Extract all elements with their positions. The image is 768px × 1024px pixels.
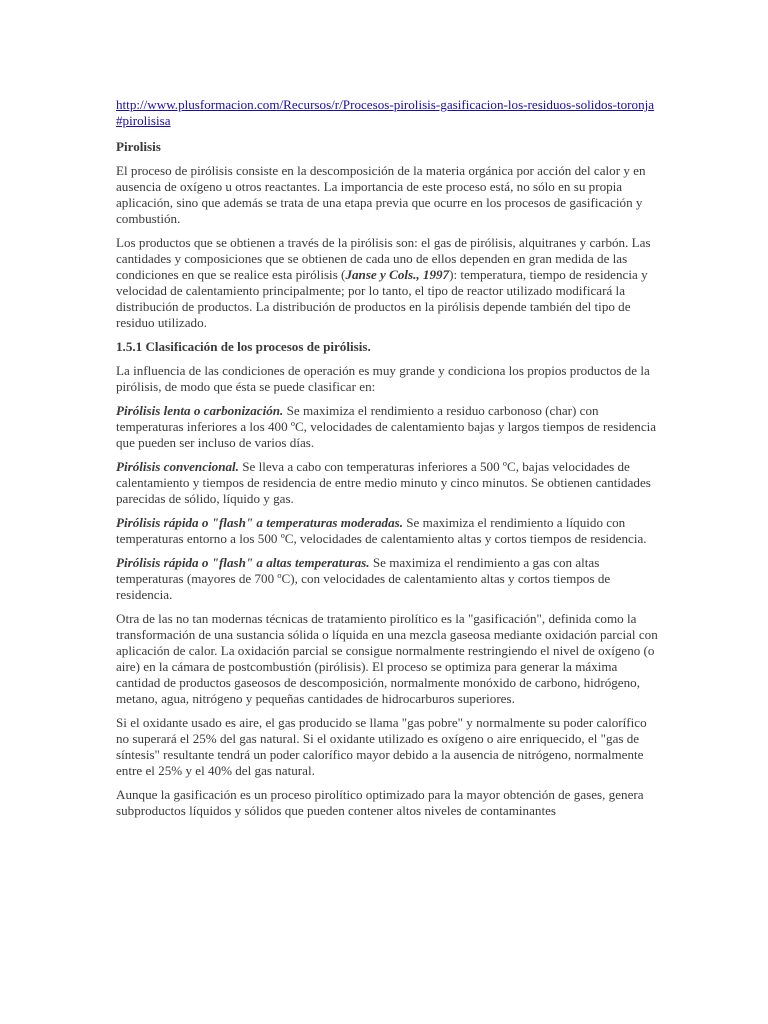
classification-item-flash-moderate	[116, 515, 658, 547]
paragraph-classification: La influencia de las condiciones de operación es muy grande y condiciona los propios productos de la pirólisis, de modo que ésta se puede clasificar en:	[116, 363, 650, 394]
classification-item-flash-high	[116, 555, 658, 603]
paragraph-products-text-b: ): temperatura, tiempo de residencia y velocidad de calentamiento principalmente; por lo tanto, el tipo de reactor utilizado modificará la distribución de productos. La distribución de productos en la pirólisis depende también del tipo de residuo utilizado.	[116, 267, 648, 330]
classification-text: Se maximiza el rendimiento a residuo carbonoso (char) con temperaturas inferiores a los 400 ºC, velocidades de calentamiento bajas y largos tiempos de residencia que pueden ser incluso de varios días.	[116, 403, 657, 450]
paragraph-intro: El proceso de pirólisis consiste en la descomposición de la materia orgánica por acción del calor y en ausencia de oxígeno u otros reactantes. La importancia de este proceso está, no sólo en su propia aplicación, sino que además se trata de una etapa previa que ocurre en los procesos de gasificación y combustión.	[116, 163, 646, 226]
classification-item-conventional	[116, 459, 658, 507]
paragraph-byproducts: Aunque la gasificación es un proceso pirolítico optimizado para la mayor obtención de gases, genera subproductos líquidos y sólidos que pueden contener altos niveles de contaminantes	[116, 787, 644, 818]
classification-term: Pirólisis rápida o "flash" a altas temperaturas.	[116, 555, 370, 570]
classification-term: Pirólisis rápida o "flash" a temperaturas moderadas.	[116, 515, 403, 530]
paragraph-products	[116, 235, 658, 331]
classification-text: Se maximiza el rendimiento a líquido con temperaturas entorno a los 500 ºC, velocidades de calentamiento altas y cortos tiempos de residencia.	[116, 515, 647, 546]
paragraph-oxidant: Si el oxidante usado es aire, el gas producido se llama "gas pobre" y normalmente su poder calorífico no superará el 25% del gas natural. Si el oxidante utilizado es oxígeno o aire enriquecido, el "gas de síntesis" resultante tendrá un poder calorífico mayor debido a la ausencia de nitrógeno, normalmente entre el 25% y el 40% del gas natural.	[116, 715, 647, 778]
section-heading: 1.5.1 Clasificación de los procesos de pirólisis.	[116, 339, 371, 354]
source-link[interactable]: http://www.plusformacion.com/Recursos/r/Procesos-pirolisis-gasificacion-los-residuos-solidos-toronja#pirolisisa	[116, 97, 655, 128]
classification-term: Pirólisis lenta o carbonización.	[116, 403, 284, 418]
document-title: Pirolisis	[116, 139, 161, 154]
classification-text: Se maximiza el rendimiento a gas con altas temperaturas (mayores de 700 ºC), con velocidades de calentamiento altas y cortos tiempos de residencia.	[116, 555, 611, 602]
citation: Janse y Cols., 1997	[345, 267, 450, 282]
classification-item-slow	[116, 403, 658, 451]
paragraph-products-text-a: Los productos que se obtienen a través de la pirólisis son: el gas de pirólisis, alquitranes y carbón. Las cantidades y composiciones que se obtienen de cada uno de ellos dependen en gran medida de las condiciones en que se realice esta pirólisis (	[116, 235, 651, 282]
classification-text: Se lleva a cabo con temperaturas inferiores a 500 ºC, bajas velocidades de calentamiento y tiempos de residencia de entre medio minuto y cinco minutos. Se obtienen cantidades parecidas de sólido, líquido y gas.	[116, 459, 651, 506]
classification-term: Pirólisis convencional.	[116, 459, 239, 474]
paragraph-gasification: Otra de las no tan modernas técnicas de tratamiento pirolítico es la "gasificación", definida como la transformación de una sustancia sólida o líquida en una mezcla gaseosa mediante oxidación parcial con aplicación de calor. La oxidación parcial se consigue normalmente restringiendo el nivel de oxígeno (o aire) en la cámara de postcombustión (pirólisis). El proceso se optimiza para generar la máxima cantidad de productos gaseosos de descomposición, normalmente monóxido de carbono, hidrógeno, metano, agua, nitrógeno y pequeñas cantidades de hidrocarburos superiores.	[116, 611, 658, 706]
